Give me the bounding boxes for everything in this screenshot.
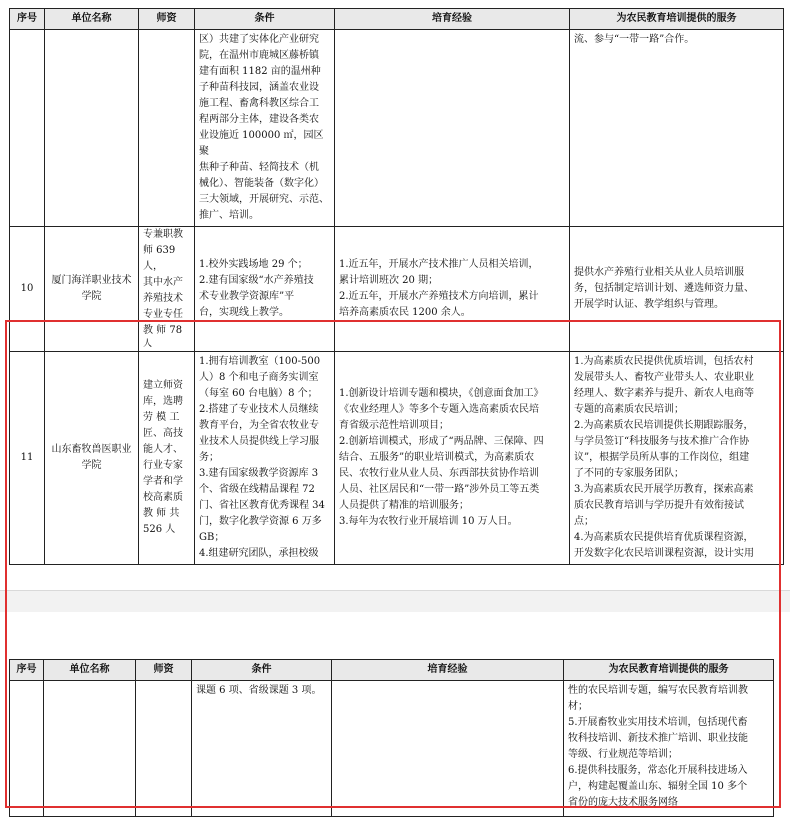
header-experience: 培育经验: [332, 660, 564, 681]
cell-conditions: 区）共建了实体化产业研究 院，在温州市鹿城区藤桥镇 建有面积 1182 亩的温州种 子种苗科技园，涵盖农业设 施工程、畜禽科教区综合工 程两部分主体，建设各类农 业设施近 100000 ㎡，园区聚 焦种子种苗、轻简技术（机 械化）、智能装备（数字化） 三大领域，开展研究、示范、 推广、培训。: [195, 30, 335, 227]
header-unit-name: 单位名称: [45, 9, 139, 30]
header-no: 序号: [10, 660, 44, 681]
header-experience: 培育经验: [335, 9, 570, 30]
cell-faculty: 专兼职教 师 639 人， 其中水产 养殖技术 专业专任 教 师 78 人: [139, 227, 195, 352]
cell-no: 11: [10, 352, 45, 565]
table-row: [10, 681, 774, 817]
cell-unit-name: [44, 681, 136, 817]
cell-faculty: 建立师资 库，选聘 劳 模 工 匠、高技 能人才、 行业专家 学者和学 校高素质 教 师 共 526 人: [139, 352, 195, 565]
header-faculty: 师资: [139, 9, 195, 30]
header-faculty: 师资: [136, 660, 192, 681]
cell-no: [10, 30, 45, 227]
training-institutions-table-continued: [9, 659, 774, 817]
table-row: [10, 30, 784, 227]
table-row: [10, 227, 784, 352]
header-conditions: 条件: [192, 660, 332, 681]
cell-services: 1.为高素质农民提供优质培训，包括农村 发展带头人、畜牧产业带头人、农业职业 经理人、数字素养与提升、新农人电商等 专题的高素质农民培训； 2.为高素质农民培训提供长期跟踪服务， 与学员签订“科技服务与技术推广合作协 议”，根据学员所从事的工作岗位，组建 了不同的专家服务团队； 3.为高素质农民开展学历教育，探索高素 质农民教育培训与学历提升有效衔接试 点； 4.为高素质农民提供培育优质课程资源， 开发数字化农民培训课程资源，设计实用: [570, 352, 784, 565]
header-unit-name: 单位名称: [44, 660, 136, 681]
cell-experience: [332, 681, 564, 817]
cell-faculty: [139, 30, 195, 227]
table-row: [10, 352, 784, 565]
cell-conditions: 课题 6 项、省级课题 3 项。: [192, 681, 332, 817]
header-services: 为农民教育培训提供的服务: [570, 9, 784, 30]
cell-no: 10: [10, 227, 45, 352]
header-services: 为农民教育培训提供的服务: [564, 660, 774, 681]
cell-services: 性的农民培训专题，编写农民教育培训教 材； 5.开展畜牧业实用技术培训，包括现代畜 牧科技培训、新技术推广培训、职业技能 等级、行业规范等培训； 6.提供科技服务，常态化开展科技进场入 户，构建起覆盖山东、辐射全国 10 多个 省份的庞大技术服务网络: [564, 681, 774, 817]
cell-conditions: 1.拥有培训教室（100-500 人）8 个和电子商务实训室 （每室 60 台电脑）8 个； 2.搭建了专业技术人员继续 教育平台，为全省农牧业专 业技术人员提供线上学习服 务； 3.建有国家级教学资源库 3 个、省级在线精品课程 72 门、省社区教育优秀课程 34 门，数字化教学资源 6 万多 GB； 4.组建研究团队，承担校级: [195, 352, 335, 565]
cell-experience: [335, 30, 570, 227]
table-header-row: [10, 9, 784, 30]
cell-conditions: 1.校外实践场地 29 个； 2.建有国家级“水产养殖技 术专业教学资源库”平 台，实现线上教学。: [195, 227, 335, 352]
cell-services: 流、参与“一带一路”合作。: [570, 30, 784, 227]
cell-experience: 1.近五年，开展水产技术推广人员相关培训， 累计培训班次 20 期； 2.近五年，开展水产养殖技术方向培训，累计 培养高素质农民 1200 余人。: [335, 227, 570, 352]
cell-no: [10, 681, 44, 817]
document-page-2: [0, 612, 790, 815]
header-no: 序号: [10, 9, 45, 30]
table-header-row: [10, 660, 774, 681]
header-conditions: 条件: [195, 9, 335, 30]
cell-faculty: [136, 681, 192, 817]
cell-services: 提供水产养殖行业相关从业人员培训服 务，包括制定培训计划、遴选师资力量、 开展学时认证、教学组织与管理。: [570, 227, 784, 352]
cell-experience: 1.创新设计培训专题和模块，《创意面食加工》 《农业经理人》等多个专题入选高素质农民培 育省级示范性培训项目； 2.创新培训模式，形成了“两品牌、三保障、四 结合、五服务”的职业培训模式，为高素质农 民、农牧行业从业人员、东西部扶贫协作培训 人员、社区居民和“一带一路”涉外员工等五类 人员提供了精准的培训服务； 3.每年为农牧行业开展培训 10 万人日。: [335, 352, 570, 565]
cell-unit-name: 山东畜牧兽医职业学院: [45, 352, 139, 565]
training-institutions-table: [9, 8, 784, 565]
cell-unit-name: [45, 30, 139, 227]
page-break-gap: [0, 590, 790, 614]
cell-unit-name: 厦门海洋职业技术学院: [45, 227, 139, 352]
